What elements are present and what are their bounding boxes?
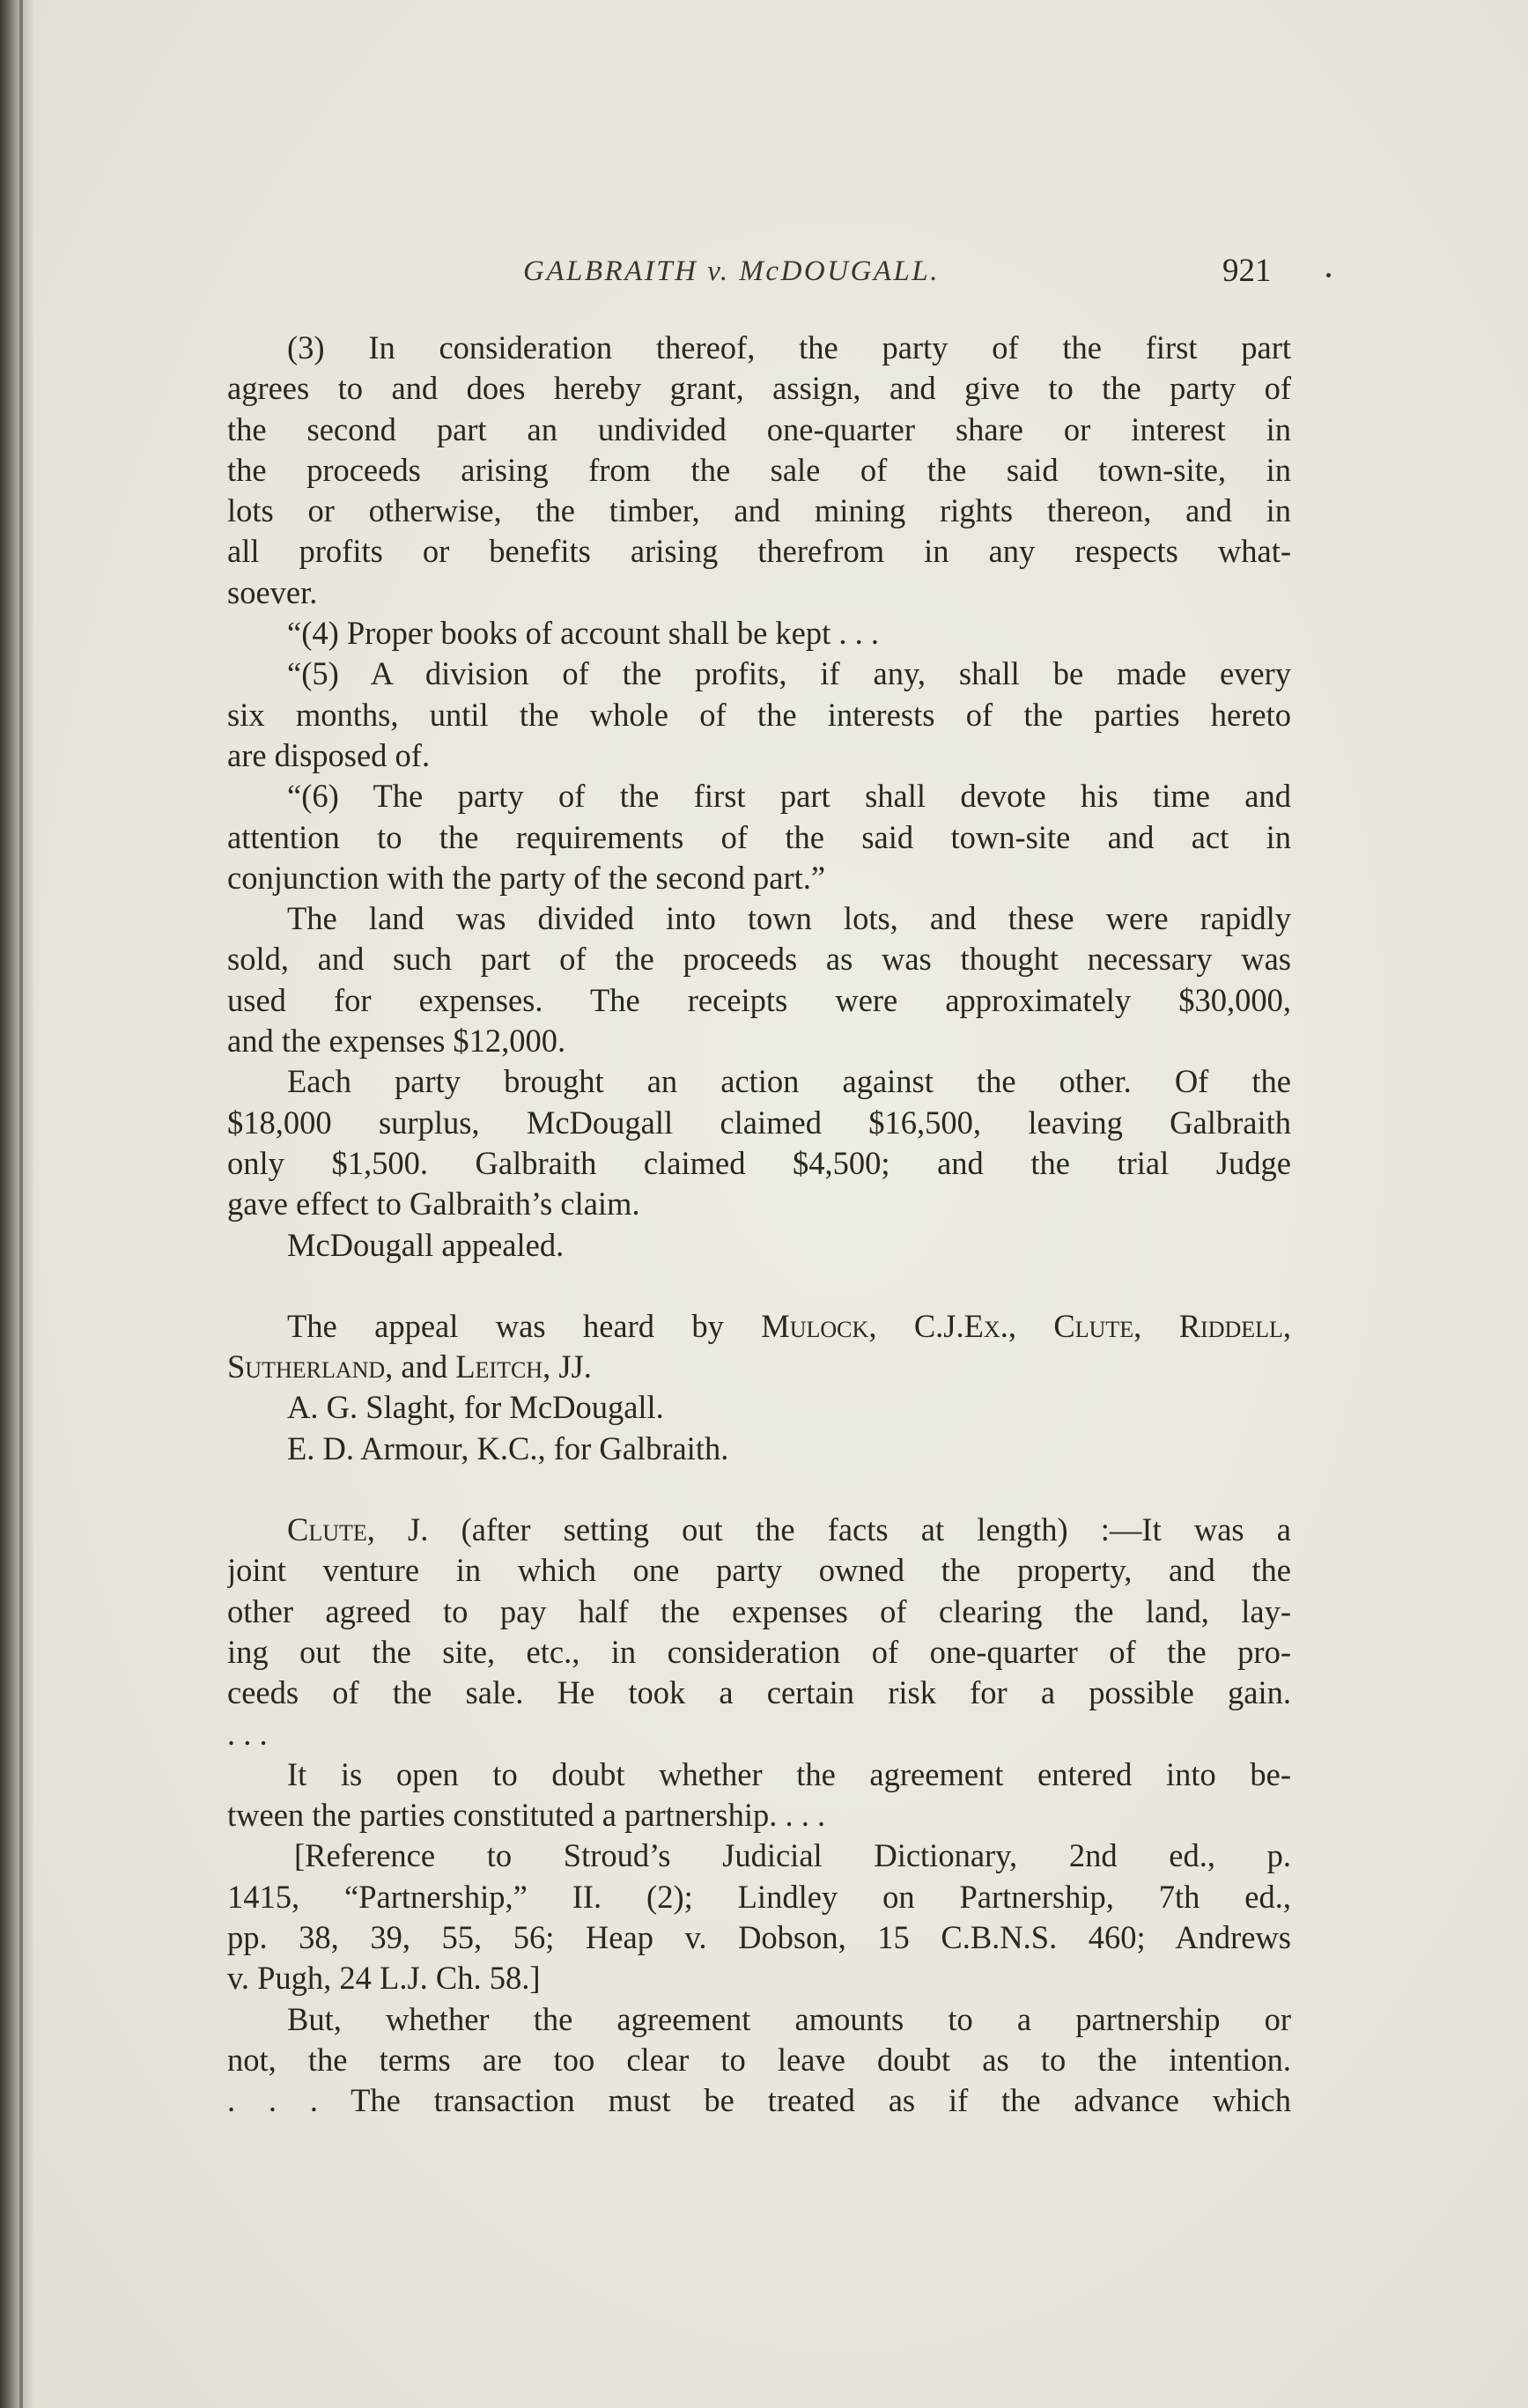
counsel-line: E. D. Armour, K.C., for Galbraith. — [287, 1429, 729, 1466]
judgment-line: ceeds of the sale. He took a certain risk for a possible gain. — [227, 1674, 1291, 1711]
text-line: The land was divided into town lots, and these were rapidly — [287, 900, 1291, 937]
judgment-line: [Reference to Stroud’s Judicial Dictionary, 2nd ed., p. — [294, 1837, 1291, 1874]
text-line: soever. — [227, 573, 318, 610]
text-line: “(5) A division of the profits, if any, shall be made every — [287, 655, 1291, 692]
judgment-line: not, the terms are too clear to leave doubt as to the intention. — [227, 2041, 1291, 2078]
separator: , — [1008, 1307, 1054, 1344]
text-line: all profits or benefits arising therefrom in any respects what- — [227, 533, 1291, 570]
section-gap — [227, 1469, 1291, 1510]
judge-mulock-court: Ex. — [963, 1307, 1008, 1344]
text-line: McDougall appealed. — [287, 1226, 565, 1263]
page-number: 921 — [1222, 253, 1272, 289]
judgment-line: other agreed to pay half the expenses of clearing the land, lay- — [227, 1592, 1291, 1629]
separator: , — [1133, 1307, 1179, 1344]
judge-sutherland: Sutherland — [227, 1348, 386, 1385]
text-line: attention to the requirements of the said town-site and act in — [227, 818, 1291, 855]
judgment-line: . . . The transaction must be treated as if the advance which — [227, 2082, 1291, 2119]
text-line: the proceeds arising from the sale of the said town-site, in — [227, 451, 1291, 488]
text-line: agrees to and does hereby grant, assign, and give to the party of — [227, 370, 1291, 407]
text-line: conjunction with the party of the second part.” — [227, 859, 826, 896]
judge-name: Clute — [287, 1511, 367, 1548]
judge-mulock: Mulock — [761, 1307, 869, 1344]
judgment-line: v. Pugh, 24 L.J. Ch. 58.] — [227, 1960, 541, 1997]
body-text — [227, 328, 1291, 2121]
text-line: lots or otherwise, the timber, and mining rights thereon, and in — [227, 492, 1291, 529]
judgment-line: It is open to doubt whether the agreement entered into be- — [287, 1755, 1291, 1792]
text-line: Each party brought an action against the other. Of the — [287, 1063, 1291, 1100]
page-header — [227, 248, 1284, 301]
judgment-opening: , J. (after setting out the facts at length) :—It was a — [366, 1511, 1291, 1548]
text-line: gave effect to Galbraith’s claim. — [227, 1186, 640, 1222]
running-head: GALBRAITH v. McDOUGALL. — [523, 255, 941, 287]
text-line: and the expenses $12,000. — [227, 1023, 566, 1060]
text-line: $18,000 surplus, McDougall claimed $16,500, leaving Galbraith — [227, 1104, 1291, 1141]
text-line: sold, and such part of the proceeds as was thought necessary was — [227, 941, 1291, 978]
judgment-line: ing out the site, etc., in consideration of one-quarter of the pro- — [227, 1633, 1291, 1670]
judgment-line: tween the parties constituted a partnership. . . . — [227, 1797, 826, 1834]
text-line: “(4) Proper books of account shall be kept . . . — [287, 615, 880, 652]
hearing-intro: The appeal was heard by — [287, 1307, 762, 1344]
text-line: are disposed of. — [227, 736, 431, 773]
hearing-line — [227, 1306, 1291, 1347]
separator: , — [1282, 1307, 1291, 1344]
judgment-line: 1415, “Partnership,” II. (2); Lindley on Partnership, 7th ed., — [227, 1878, 1291, 1915]
conjunction: , and — [385, 1348, 456, 1385]
book-binding-edge — [0, 0, 33, 2408]
judge-clute: Clute — [1053, 1307, 1134, 1344]
header-dot — [1326, 273, 1331, 277]
ellipsis-line: . . . — [227, 1715, 268, 1752]
judge-riddell: Riddell — [1178, 1307, 1283, 1344]
binding-shadow-line — [19, 0, 23, 2408]
text-line: used for expenses. The receipts were approximately $30,000, — [227, 981, 1291, 1018]
text-line: six months, until the whole of the interests of the parties hereto — [227, 696, 1291, 733]
hearing-end: , JJ. — [543, 1348, 592, 1385]
text-line: only $1,500. Galbraith claimed $4,500; and the trial Judge — [227, 1144, 1291, 1181]
judge-mulock-title: , C.J. — [868, 1307, 964, 1344]
judgment-line: pp. 38, 39, 55, 56; Heap v. Dobson, 15 C.B.N.S. 460; Andrews — [227, 1918, 1291, 1955]
text-line: the second part an undivided one-quarter share or interest in — [227, 410, 1291, 447]
text-line: (3) In consideration thereof, the party of the first part — [287, 329, 1291, 366]
judgment-line — [227, 1510, 1291, 1550]
judgment-line: joint venture in which one party owned the property, and the — [227, 1552, 1291, 1589]
counsel-line: A. G. Slaght, for McDougall. — [287, 1389, 664, 1426]
judge-leitch: Leitch — [455, 1348, 543, 1385]
hearing-line — [227, 1347, 1291, 1387]
section-gap — [227, 1266, 1291, 1306]
judgment-line: But, whether the agreement amounts to a partnership or — [287, 2000, 1291, 2037]
text-line: “(6) The party of the first part shall devote his time and — [287, 778, 1291, 815]
